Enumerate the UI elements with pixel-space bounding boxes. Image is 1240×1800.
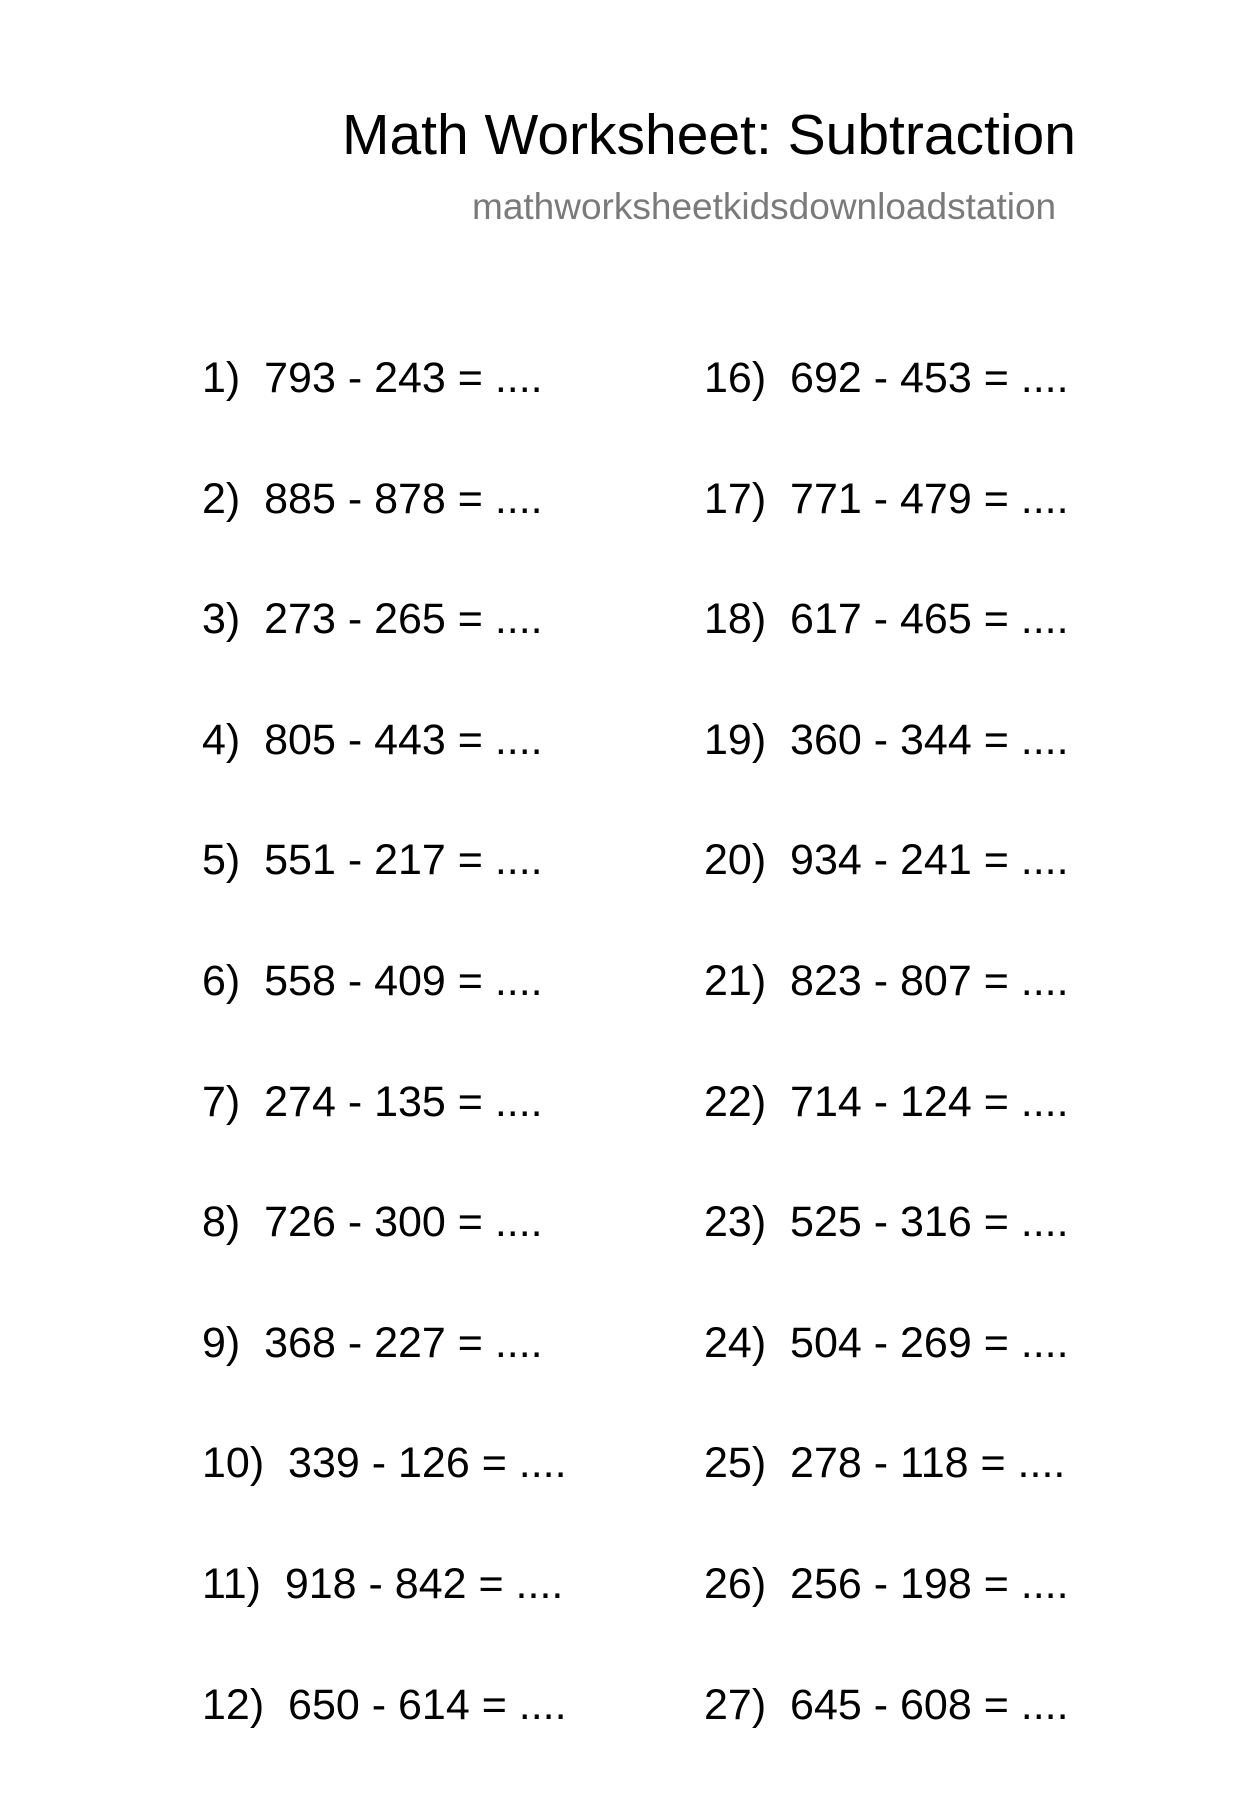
problem-item: 27) 645 - 608 = .... — [704, 1680, 1069, 1729]
problem-item: 23) 525 - 316 = .... — [704, 1198, 1069, 1247]
problem-item: 20) 934 - 241 = .... — [704, 836, 1069, 885]
problem-item: 18) 617 - 465 = .... — [704, 595, 1069, 644]
problem-item: 22) 714 - 124 = .... — [704, 1077, 1069, 1126]
problem-item: 16) 692 - 453 = .... — [704, 354, 1069, 402]
problem-item: 7) 274 - 135 = .... — [202, 1077, 543, 1126]
problem-item: 11) 918 - 842 = .... — [202, 1559, 564, 1608]
problem-item: 8) 726 - 300 = .... — [202, 1198, 543, 1247]
problem-item: 26) 256 - 198 = .... — [704, 1559, 1069, 1608]
problem-item: 4) 805 - 443 = .... — [202, 715, 543, 764]
problem-item: 17) 771 - 479 = .... — [704, 474, 1069, 523]
problem-item: 21) 823 - 807 = .... — [704, 956, 1069, 1005]
website-subtitle: mathworksheetkidsdownloadstation — [472, 186, 1057, 227]
problem-item: 10) 339 - 126 = .... — [202, 1439, 567, 1488]
problem-item: 5) 551 - 217 = .... — [202, 836, 543, 885]
problem-item: 9) 368 - 227 = .... — [202, 1318, 543, 1367]
worksheet-title: Math Worksheet: Subtraction — [342, 103, 1076, 167]
problem-item: 12) 650 - 614 = .... — [202, 1680, 567, 1729]
problem-item: 6) 558 - 409 = .... — [202, 956, 543, 1005]
problem-item: 24) 504 - 269 = .... — [704, 1318, 1069, 1367]
problem-item: 25) 278 - 118 = .... — [704, 1439, 1066, 1488]
problem-item: 3) 273 - 265 = .... — [202, 595, 543, 644]
problem-item: 19) 360 - 344 = .... — [704, 715, 1069, 764]
problem-item: 2) 885 - 878 = .... — [202, 474, 543, 523]
problems-left-column — [202, 353, 567, 1800]
problems-right-column — [704, 353, 1069, 1800]
problem-item: 1) 793 - 243 = .... — [202, 354, 543, 402]
